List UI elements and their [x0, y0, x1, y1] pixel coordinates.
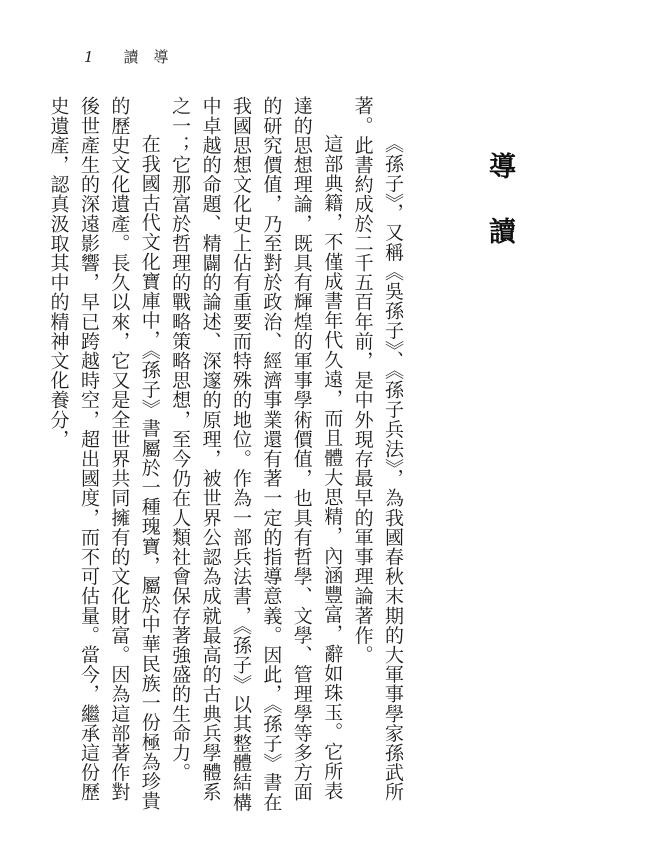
chapter-title: 導讀 [484, 152, 515, 282]
running-header [84, 46, 169, 67]
body-text [43, 96, 408, 818]
paragraph-3: 在我國古代文化寶庫中，《孫子》書屬於一種瑰寶，屬於中華民族一份極為珍貴的歷史文化遺產。長久以來，它又是全世界共同擁有的文化財富。因為這部著作對後世產生的深遠影響，早已跨越時空，超出國度，而不可估量。當今，繼承這份歷史遺產，認真汲取其中的精神文化養分， [47, 96, 161, 811]
paragraph-2: 這部典籍，不僅成書年代久遠，而且體大思精，內涵豐富，辭如珠玉。它所表達的思想理論，既具有輝煌的軍事學術價值，也具有哲學、文學、管理學等多方面的研究價值，乃至對於政治、經濟事業還有著一定的指導意義。因此，《孫子》書在我國思想文化史上佔有重要而特殊的地位。作為一部兵法書，《孫子》以其整體結構中卓越的命題、精闢的論述、深邃的原理，被世界公認為成就最高的古典兵學體系之一；它那富於哲理的戰略策略思想，至今仍在人類社會保存著強盛的生命力。 [169, 96, 344, 812]
paragraph-1: 《孫子》，又稱《吳孫子》、《孫子兵法》，為我國春秋末期的大軍事學家孫武所著。此書約成於二千五百年前，是中外現存最早的軍事理論著作。 [351, 96, 404, 802]
running-header-title: 讀 導 [123, 48, 169, 66]
page-number: 1 [84, 47, 94, 66]
